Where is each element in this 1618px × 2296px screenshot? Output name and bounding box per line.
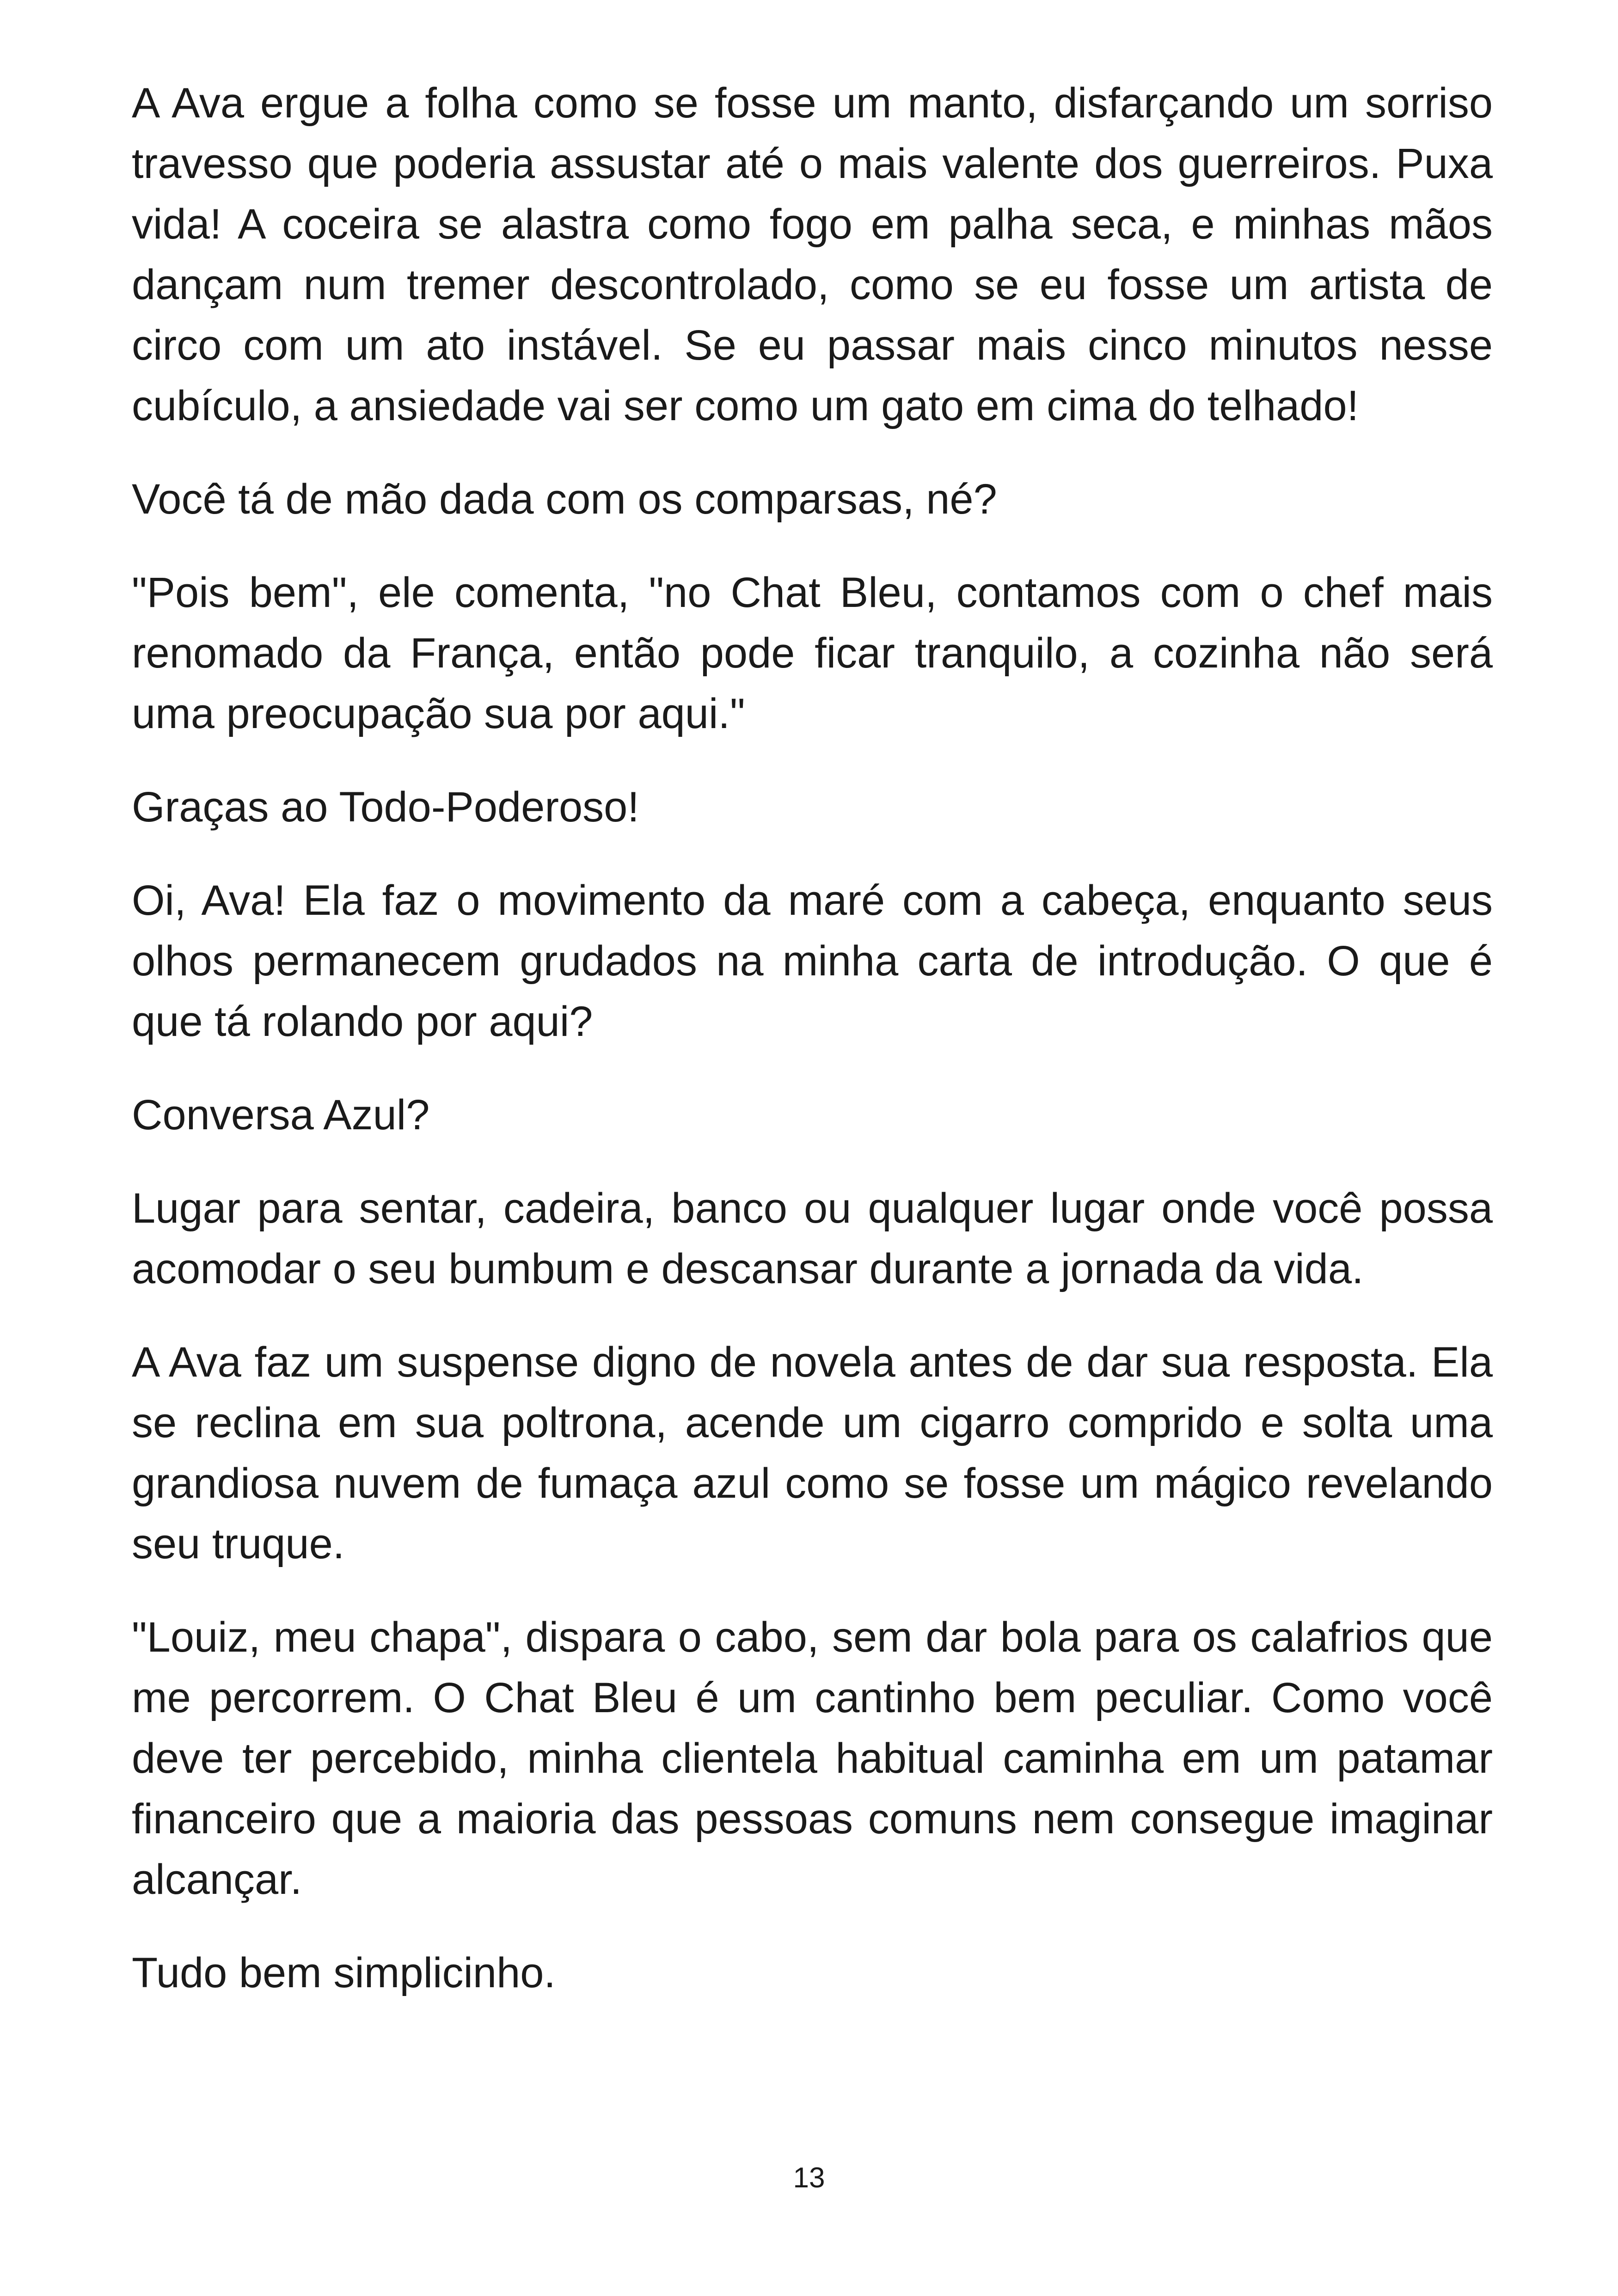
body-text bbox=[132, 73, 1493, 2003]
paragraph: Conversa Azul? bbox=[132, 1091, 430, 1139]
paragraph: A Ava faz um suspense digno de novela antes de dar sua resposta. Ela se reclina em sua poltrona, acende um cigarro comprido e solta uma grandiosa nuvem de fumaça azul como se fosse um mágico revelando seu truque. bbox=[132, 1339, 1493, 1567]
paragraph: Você tá de mão dada com os comparsas, né? bbox=[132, 476, 997, 523]
paragraph: Graças ao Todo-Poderoso! bbox=[132, 784, 639, 831]
page-number: 13 bbox=[793, 2162, 825, 2194]
paragraph: A Ava ergue a folha como se fosse um manto, disfarçando um sorriso travesso que poderia assustar até o mais valente dos guerreiros. Puxa vida! A coceira se alastra como fogo em palha seca, e minhas mãos dançam num tremer descontrolado, como se eu fosse um artista de circo com um ato instável. Se eu passar mais cinco minutos nesse cubículo, a ansiedade vai ser como um gato em cima do telhado! bbox=[132, 80, 1493, 429]
paragraph: "Louiz, meu chapa", dispara o cabo, sem dar bola para os calafrios que me percorrem. O Chat Bleu é um cantinho bem peculiar. Como você deve ter percebido, minha clientela habitual caminha em um patamar financeiro que a maioria das pessoas comuns nem consegue imaginar alcançar. bbox=[132, 1614, 1493, 1903]
paragraph: "Pois bem", ele comenta, "no Chat Bleu, contamos com o chef mais renomado da França, então pode ficar tranquilo, a cozinha não será uma preocupação sua por aqui." bbox=[132, 569, 1493, 737]
paragraph: Lugar para sentar, cadeira, banco ou qualquer lugar onde você possa acomodar o seu bumbum e descansar durante a jornada da vida. bbox=[132, 1185, 1493, 1292]
paragraph: Oi, Ava! Ela faz o movimento da maré com a cabeça, enquanto seus olhos permanecem grudados na minha carta de introdução. O que é que tá rolando por aqui? bbox=[132, 877, 1493, 1045]
paragraph: Tudo bem simplicinho. bbox=[132, 1949, 556, 1996]
